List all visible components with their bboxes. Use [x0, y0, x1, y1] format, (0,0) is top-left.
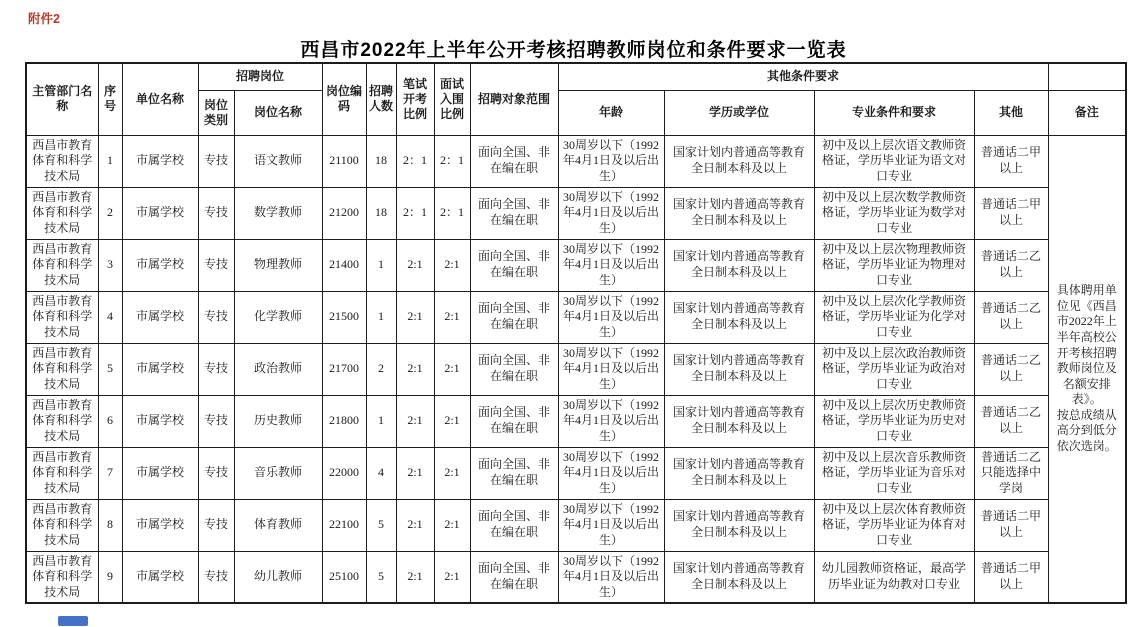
cell-education: 国家计划内普通高等教育全日制本科及以上 — [664, 239, 814, 291]
header-scope: 招聘对象范围 — [470, 63, 558, 135]
table-row — [26, 447, 1126, 499]
cell-category: 专技 — [198, 551, 234, 603]
cell-dept: 西昌市教育体育和科学技术局 — [26, 187, 98, 239]
header-dept: 主管部门名称 — [26, 63, 98, 135]
cell-count: 4 — [366, 447, 396, 499]
cell-other: 普通话二甲以上 — [974, 187, 1048, 239]
cell-major: 幼儿园教师资格证，最高学历毕业证为幼教对口专业 — [814, 551, 974, 603]
cell-education: 国家计划内普通高等教育全日制本科及以上 — [664, 135, 814, 187]
cell-category: 专技 — [198, 291, 234, 343]
cell-remark — [1048, 135, 1126, 603]
cell-written-ratio: 2:1 — [396, 343, 434, 395]
header-recruit-group: 招聘岗位 — [198, 63, 322, 90]
cell-category: 专技 — [198, 187, 234, 239]
cell-scope: 面向全国、非在编在职 — [470, 135, 558, 187]
cell-no: 1 — [98, 135, 122, 187]
cell-major: 初中及以上层次物理教师资格证，学历毕业证为物理对口专业 — [814, 239, 974, 291]
cell-count: 5 — [366, 499, 396, 551]
cell-count: 1 — [366, 291, 396, 343]
cell-no: 2 — [98, 187, 122, 239]
cell-count: 18 — [366, 187, 396, 239]
cell-education: 国家计划内普通高等教育全日制本科及以上 — [664, 187, 814, 239]
header-interview-ratio: 面试入围比例 — [434, 63, 470, 135]
cell-unit: 市属学校 — [122, 239, 198, 291]
cell-no: 3 — [98, 239, 122, 291]
cell-other: 普通话二乙只能选择中学岗 — [974, 447, 1048, 499]
cell-category: 专技 — [198, 239, 234, 291]
cell-code: 21400 — [322, 239, 366, 291]
cell-major: 初中及以上层次数学教师资格证，学历毕业证为数学对口专业 — [814, 187, 974, 239]
cell-written-ratio: 2：1 — [396, 135, 434, 187]
header-code: 岗位编码 — [322, 63, 366, 135]
table-body — [26, 135, 1126, 603]
header-other: 其他 — [974, 90, 1048, 135]
header-unit: 单位名称 — [122, 63, 198, 135]
cell-interview-ratio: 2:1 — [434, 395, 470, 447]
cell-other: 普通话二甲以上 — [974, 135, 1048, 187]
cell-code: 25100 — [322, 551, 366, 603]
cell-major: 初中及以上层次语文教师资格证，学历毕业证为语文对口专业 — [814, 135, 974, 187]
cell-scope: 面向全国、非在编在职 — [470, 239, 558, 291]
cell-position: 化学教师 — [234, 291, 322, 343]
header-no: 序号 — [98, 63, 122, 135]
cell-code: 21500 — [322, 291, 366, 343]
cell-written-ratio: 2:1 — [396, 447, 434, 499]
cell-interview-ratio: 2:1 — [434, 291, 470, 343]
cell-category: 专技 — [198, 343, 234, 395]
cell-dept: 西昌市教育体育和科学技术局 — [26, 343, 98, 395]
cell-interview-ratio: 2:1 — [434, 239, 470, 291]
cell-no: 6 — [98, 395, 122, 447]
header-written-ratio: 笔试开考比例 — [396, 63, 434, 135]
cell-scope: 面向全国、非在编在职 — [470, 395, 558, 447]
cell-no: 7 — [98, 447, 122, 499]
cell-interview-ratio: 2:1 — [434, 499, 470, 551]
cell-age: 30周岁以下（1992年4月1日及以后出生） — [558, 551, 664, 603]
cell-count: 1 — [366, 239, 396, 291]
cell-category: 专技 — [198, 395, 234, 447]
cell-position: 政治教师 — [234, 343, 322, 395]
cell-scope: 面向全国、非在编在职 — [470, 291, 558, 343]
cell-code: 22000 — [322, 447, 366, 499]
cell-major: 初中及以上层次政治教师资格证，学历毕业证为政治对口专业 — [814, 343, 974, 395]
cell-interview-ratio: 2:1 — [434, 551, 470, 603]
cell-position: 历史教师 — [234, 395, 322, 447]
header-count: 招聘人数 — [366, 63, 396, 135]
table-row — [26, 499, 1126, 551]
cell-no: 9 — [98, 551, 122, 603]
header-education: 学历或学位 — [664, 90, 814, 135]
cell-code: 21100 — [322, 135, 366, 187]
cell-written-ratio: 2:1 — [396, 291, 434, 343]
cell-position: 物理教师 — [234, 239, 322, 291]
cell-education: 国家计划内普通高等教育全日制本科及以上 — [664, 395, 814, 447]
cell-age: 30周岁以下（1992年4月1日及以后出生） — [558, 395, 664, 447]
blue-marker-decoration — [58, 616, 88, 626]
cell-count: 1 — [366, 395, 396, 447]
cell-scope: 面向全国、非在编在职 — [470, 343, 558, 395]
cell-education: 国家计划内普通高等教育全日制本科及以上 — [664, 447, 814, 499]
cell-unit: 市属学校 — [122, 499, 198, 551]
cell-other: 普通话二乙以上 — [974, 239, 1048, 291]
cell-age: 30周岁以下（1992年4月1日及以后出生） — [558, 239, 664, 291]
cell-code: 21800 — [322, 395, 366, 447]
cell-dept: 西昌市教育体育和科学技术局 — [26, 551, 98, 603]
cell-unit: 市属学校 — [122, 291, 198, 343]
header-remark: 备注 — [1048, 90, 1126, 135]
table-row — [26, 239, 1126, 291]
cell-scope: 面向全国、非在编在职 — [470, 551, 558, 603]
table-row — [26, 291, 1126, 343]
table-row — [26, 343, 1126, 395]
cell-unit: 市属学校 — [122, 447, 198, 499]
cell-dept: 西昌市教育体育和科学技术局 — [26, 395, 98, 447]
cell-code: 22100 — [322, 499, 366, 551]
cell-no: 5 — [98, 343, 122, 395]
cell-interview-ratio: 2：1 — [434, 135, 470, 187]
cell-dept: 西昌市教育体育和科学技术局 — [26, 135, 98, 187]
cell-education: 国家计划内普通高等教育全日制本科及以上 — [664, 291, 814, 343]
header-position: 岗位名称 — [234, 90, 322, 135]
header-major: 专业条件和要求 — [814, 90, 974, 135]
cell-dept: 西昌市教育体育和科学技术局 — [26, 291, 98, 343]
cell-other: 普通话二乙以上 — [974, 395, 1048, 447]
cell-category: 专技 — [198, 447, 234, 499]
table-header — [26, 63, 1126, 135]
cell-age: 30周岁以下（1992年4月1日及以后出生） — [558, 135, 664, 187]
cell-unit: 市属学校 — [122, 187, 198, 239]
cell-position: 音乐教师 — [234, 447, 322, 499]
cell-code: 21200 — [322, 187, 366, 239]
header-row-1 — [26, 63, 1126, 90]
cell-position: 语文教师 — [234, 135, 322, 187]
cell-written-ratio: 2:1 — [396, 395, 434, 447]
cell-scope: 面向全国、非在编在职 — [470, 187, 558, 239]
cell-major: 初中及以上层次体育教师资格证，学历毕业证为体育对口专业 — [814, 499, 974, 551]
cell-dept: 西昌市教育体育和科学技术局 — [26, 239, 98, 291]
cell-interview-ratio: 2：1 — [434, 187, 470, 239]
cell-written-ratio: 2:1 — [396, 499, 434, 551]
cell-unit: 市属学校 — [122, 135, 198, 187]
cell-other: 普通话二甲以上 — [974, 551, 1048, 603]
table-row — [26, 135, 1126, 187]
cell-scope: 面向全国、非在编在职 — [470, 447, 558, 499]
cell-position: 幼儿教师 — [234, 551, 322, 603]
cell-written-ratio: 2:1 — [396, 551, 434, 603]
cell-major: 初中及以上层次历史教师资格证，学历毕业证为历史对口专业 — [814, 395, 974, 447]
cell-major: 初中及以上层次音乐教师资格证，学历毕业证为音乐对口专业 — [814, 447, 974, 499]
cell-written-ratio: 2:1 — [396, 239, 434, 291]
cell-education: 国家计划内普通高等教育全日制本科及以上 — [664, 343, 814, 395]
cell-dept: 西昌市教育体育和科学技术局 — [26, 499, 98, 551]
page-title: 西昌市2022年上半年公开考核招聘教师岗位和条件要求一览表 — [300, 40, 847, 61]
cell-education: 国家计划内普通高等教育全日制本科及以上 — [664, 551, 814, 603]
cell-interview-ratio: 2:1 — [434, 447, 470, 499]
cell-count: 5 — [366, 551, 396, 603]
table-row — [26, 551, 1126, 603]
table-row — [26, 187, 1126, 239]
cell-dept: 西昌市教育体育和科学技术局 — [26, 447, 98, 499]
cell-unit: 市属学校 — [122, 343, 198, 395]
cell-category: 专技 — [198, 499, 234, 551]
header-other-group: 其他条件要求 — [558, 63, 1048, 90]
cell-category: 专技 — [198, 135, 234, 187]
cell-age: 30周岁以下（1992年4月1日及以后出生） — [558, 447, 664, 499]
cell-interview-ratio: 2:1 — [434, 343, 470, 395]
cell-education: 国家计划内普通高等教育全日制本科及以上 — [664, 499, 814, 551]
remark-line-1: 具体聘用单位见《西昌市2022年上半年高校公开考核招聘教师岗位及名额安排表》。 — [1056, 283, 1117, 407]
cell-other: 普通话二乙以上 — [974, 343, 1048, 395]
header-age: 年龄 — [558, 90, 664, 135]
cell-code: 21700 — [322, 343, 366, 395]
recruitment-table — [25, 62, 1127, 604]
remark-line-2: 按总成绩从高分到低分依次选岗。 — [1056, 407, 1117, 454]
cell-scope: 面向全国、非在编在职 — [470, 499, 558, 551]
cell-other: 普通话二乙以上 — [974, 291, 1048, 343]
attachment-label: 附件2 — [28, 12, 60, 26]
cell-no: 4 — [98, 291, 122, 343]
table-row — [26, 395, 1126, 447]
header-empty — [1048, 63, 1126, 90]
cell-no: 8 — [98, 499, 122, 551]
header-category: 岗位类别 — [198, 90, 234, 135]
cell-position: 数学教师 — [234, 187, 322, 239]
cell-written-ratio: 2：1 — [396, 187, 434, 239]
cell-age: 30周岁以下（1992年4月1日及以后出生） — [558, 291, 664, 343]
cell-unit: 市属学校 — [122, 395, 198, 447]
cell-age: 30周岁以下（1992年4月1日及以后出生） — [558, 499, 664, 551]
cell-count: 2 — [366, 343, 396, 395]
cell-age: 30周岁以下（1992年4月1日及以后出生） — [558, 343, 664, 395]
cell-unit: 市属学校 — [122, 551, 198, 603]
cell-other: 普通话二甲以上 — [974, 499, 1048, 551]
cell-major: 初中及以上层次化学教师资格证，学历毕业证为化学对口专业 — [814, 291, 974, 343]
cell-position: 体育教师 — [234, 499, 322, 551]
cell-age: 30周岁以下（1992年4月1日及以后出生） — [558, 187, 664, 239]
cell-count: 18 — [366, 135, 396, 187]
